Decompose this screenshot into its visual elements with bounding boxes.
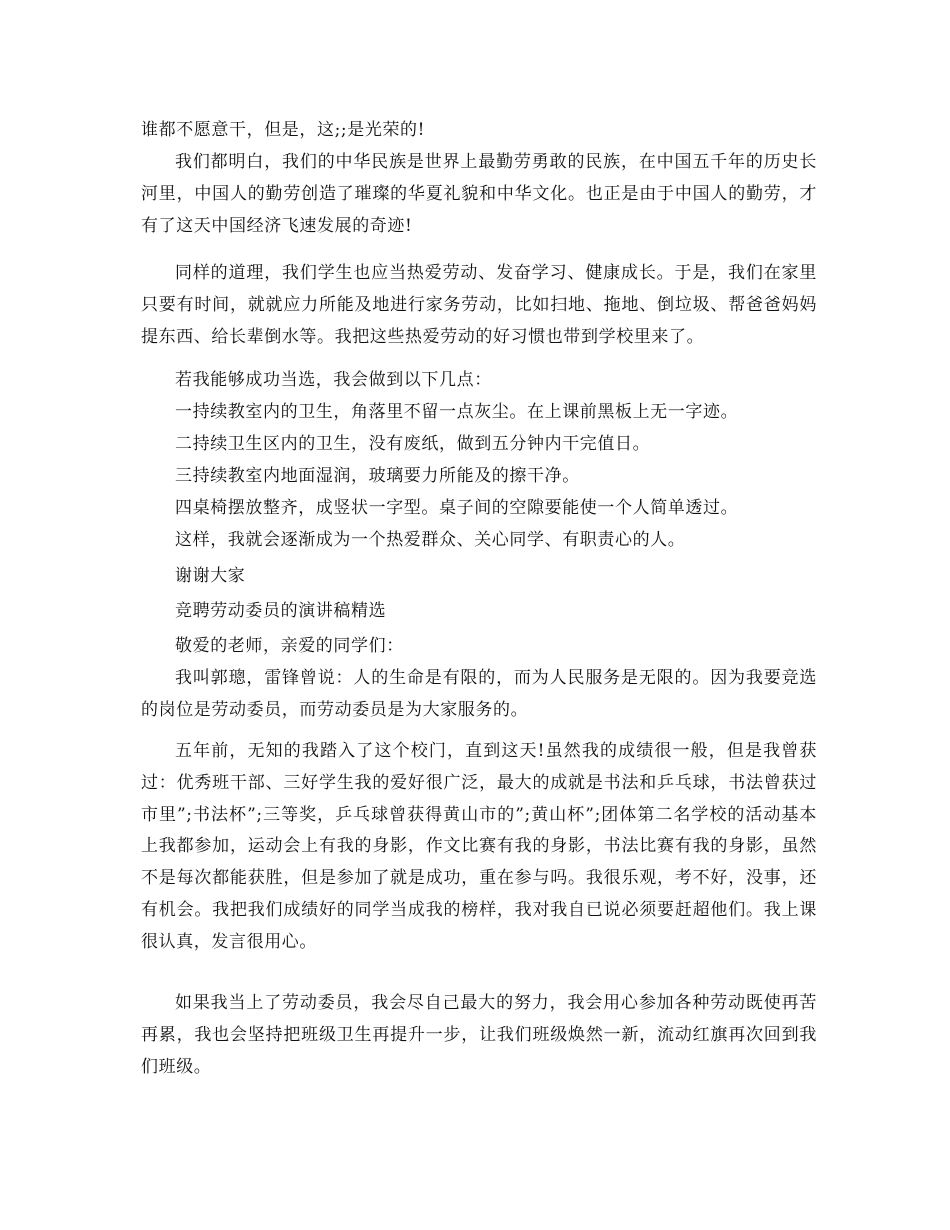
paragraph-1: 谁都不愿意干，但是，这;;是光荣的! — [141, 120, 426, 140]
paragraph-12: 敬爱的老师，亲爱的同学们： — [175, 636, 404, 656]
paragraph-5: 一持续教室内的卫生，角落里不留一点灰尘。在上课前黑板上无一字迹。 — [175, 402, 739, 422]
paragraph-7: 三持续教室内地面湿润，玻璃要力所能及的擦干净。 — [175, 466, 580, 486]
paragraph-14: 五年前，无知的我踏入了这个校门，直到这天!虽然我的成绩很一般，但是我曾获过：优秀班干部、三好学生我的爱好很广泛，最大的成就是书法和乒乓球，书法曾获过市里”;书法杯”;三等奖，乒乓球曾获得黄山市的”;黄山杯”;团体第二名学校的活动基本上我都参加，运动会上有我的身影，作文比赛有我的身影，书法比赛有我的身影，虽然不是每次都能获胜，但是参加了就是成功，重在参与吗。我很乐观，考不好，没事，还有机会。我把我们成绩好的同学当成我的榜样，我对我自已说必须要赶超他们。我上课很认真，发言很用心。 — [141, 741, 817, 952]
paragraph-13: 我叫郭璁，雷锋曾说：人的生命是有限的，而为人民服务是无限的。因为我要竞选的岗位是劳动委员，而劳动委员是为大家服务的。 — [141, 668, 817, 720]
paragraph-2: 我们都明白，我们的中华民族是世界上最勤劳勇敢的民族，在中国五千年的历史长河里，中国人的勤劳创造了璀璨的华夏礼貌和中华文化。也正是由于中国人的勤劳，才有了这天中国经济飞速发展的奇迹! — [141, 152, 817, 236]
paragraph-8: 四桌椅摆放整齐，成竖状一字型。桌子间的空隙要能使一个人简单透过。 — [175, 498, 739, 518]
paragraph-3: 同样的道理，我们学生也应当热爱劳动、发奋学习、健康成长。于是，我们在家里只要有时间，就就应力所能及地进行家务劳动，比如扫地、拖地、倒垃圾、帮爸爸妈妈提东西、给长辈倒水等。我把这些热爱劳动的好习惯也带到学校里来了。 — [141, 263, 817, 347]
paragraph-11: 竞聘劳动委员的演讲稿精选 — [175, 601, 387, 621]
paragraph-10: 谢谢大家 — [175, 566, 246, 586]
paragraph-15: 如果我当上了劳动委员，我会尽自己最大的努力，我会用心参加各种劳动既使再苦再累，我也会坚持把班级卫生再提升一步，让我们班级焕然一新，流动红旗再次回到我们班级。 — [141, 993, 817, 1077]
paragraph-9: 这样，我就会逐渐成为一个热爱群众、关心同学、有职责心的人。 — [175, 530, 686, 550]
paragraph-4: 若我能够成功当选，我会做到以下几点： — [175, 370, 492, 390]
paragraph-6: 二持续卫生区内的卫生，没有废纸，做到五分钟内干完值日。 — [175, 434, 651, 454]
